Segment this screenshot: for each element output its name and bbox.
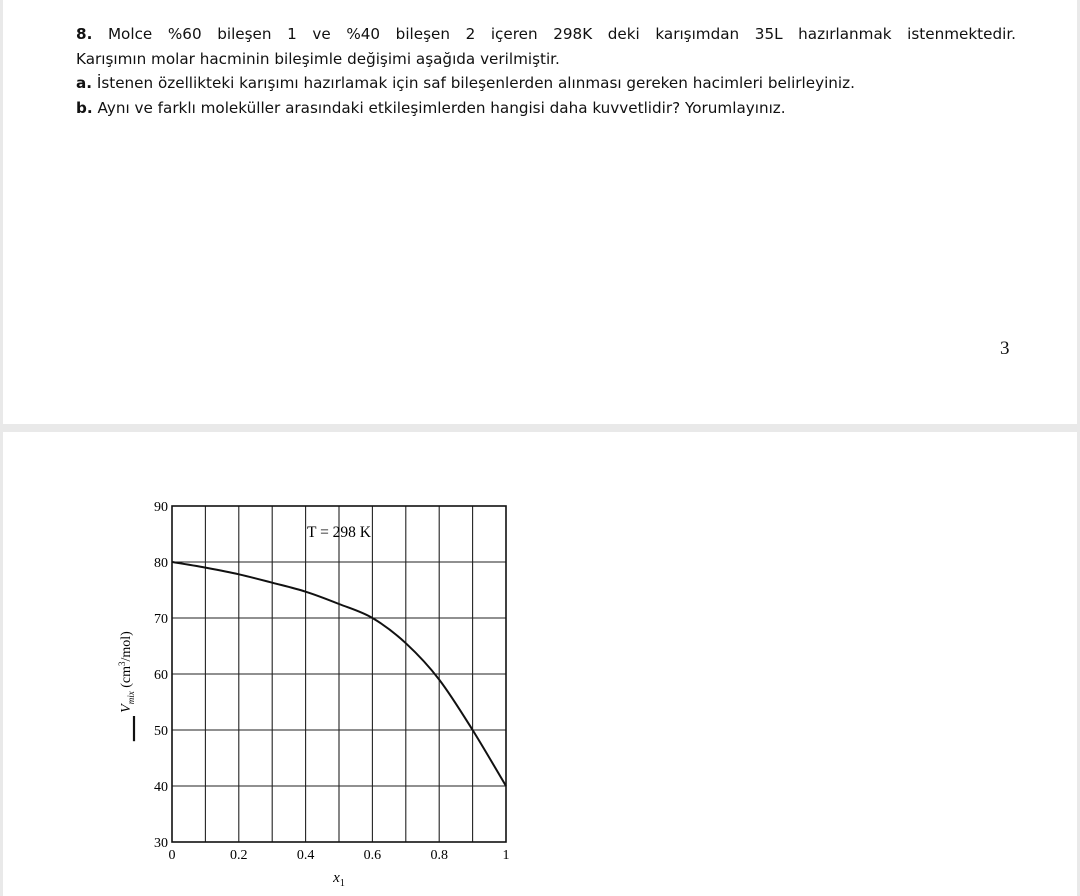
part-a-label: a. [76, 74, 93, 92]
y-axis-label-unit: (cm [119, 666, 134, 692]
y-axis-label-unit-sup: 3 [117, 661, 127, 667]
question-part-b [76, 96, 1016, 121]
molar-volume-chart [100, 488, 530, 888]
y-tick-label: 40 [154, 780, 168, 795]
y-tick-label: 80 [154, 556, 168, 571]
question-number: 8. [76, 25, 93, 43]
y-axis-label [117, 631, 136, 713]
part-a-text: İstenen özellikteki karışımı hazırlamak için saf bileşenlerden alınması gereken hacimleri belirleyiniz. [96, 74, 855, 92]
x-tick-label: 0 [168, 848, 176, 863]
y-tick-label: 70 [154, 612, 168, 627]
x-tick-label: 0.2 [230, 848, 248, 863]
y-tick-label: 60 [154, 668, 168, 683]
temperature-annotation: T = 298 K [307, 523, 371, 541]
question-intro-text: Molce %60 bileşen 1 ve %40 bileşen 2 içeren 298K deki karışımdan 35L hazırlanmak istenmektedir. [107, 25, 1017, 43]
y-axis-label-main: V [119, 704, 134, 713]
x-axis-label-sub: 1 [339, 878, 345, 888]
y-axis-label-unit-post: /mol) [119, 631, 134, 662]
y-axis-label-sub: mix [126, 691, 136, 705]
part-b-text: Aynı ve farklı moleküller arasındaki etkileşimlerden hangisi daha kuvvetlidir? Yorumlayınız. [97, 98, 786, 117]
x-tick-label: 0.6 [363, 848, 382, 863]
x-tick-label: 1 [502, 848, 510, 863]
question-8 [76, 22, 1016, 120]
question-line-2: Karışımın molar hacminin bileşimle değişimi aşağıda verilmiştir. [76, 49, 560, 68]
x-axis-label-main: x [333, 870, 340, 886]
y-tick-label: 30 [154, 836, 168, 851]
y-tick-label: 50 [154, 724, 168, 739]
x-tick-label: 0.4 [296, 848, 315, 863]
page-number: 3 [1000, 338, 1010, 359]
y-tick-label: 90 [154, 500, 168, 515]
x-tick-label: 0.8 [430, 848, 448, 863]
x-axis-label [332, 870, 345, 888]
question-part-a [76, 71, 1016, 96]
part-b-label: b. [76, 98, 93, 117]
question-line-1 [76, 22, 1016, 47]
chart-grid [172, 506, 506, 842]
chart-tick-labels [154, 500, 510, 863]
